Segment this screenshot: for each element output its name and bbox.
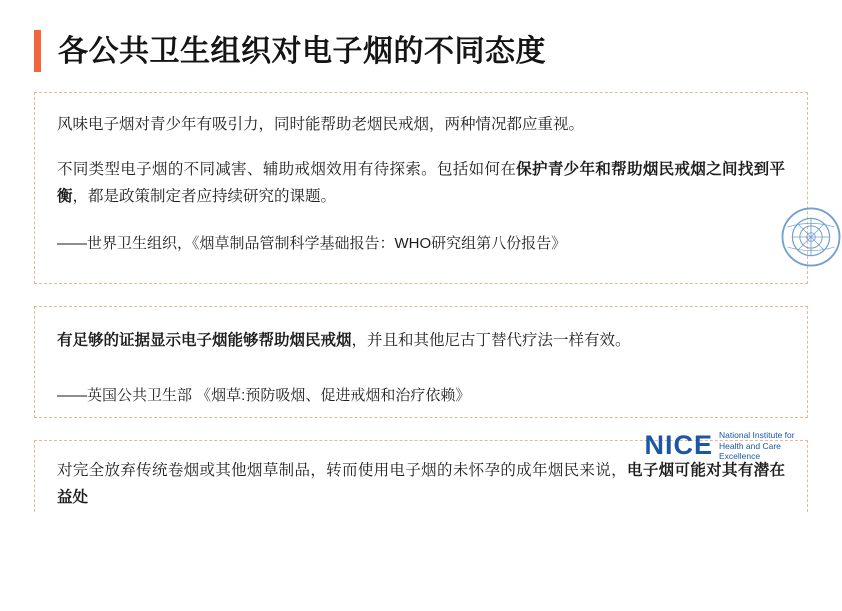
who-paragraph-1: 风味电子烟对青少年有吸引力，同时能帮助老烟民戒烟，两种情况都应重视。 <box>57 116 585 133</box>
phe-paragraph-bold: 有足够的证据显示电子烟能够帮助烟民戒烟 <box>57 332 352 349</box>
title-accent-bar <box>34 30 41 72</box>
who-attribution: ——世界卫生组织，《烟草制品管制科学基础报告：WHO研究组第八份报告》 <box>57 235 567 253</box>
phe-paragraph <box>57 327 785 354</box>
third-paragraph-bold: 电子烟可能对其有潜在益处 <box>57 462 785 507</box>
nice-logo-subtitle-line2: Health and Care Excellence <box>719 440 781 462</box>
quote-card-phe <box>34 306 808 418</box>
nice-logo-wordmark: NICE <box>644 430 713 461</box>
who-paragraph-2 <box>57 156 785 210</box>
phe-paragraph-rest: ，并且和其他尼古丁替代疗法一样有效。 <box>351 332 631 349</box>
phe-attribution: ——英国公共卫生部 《烟草:预防吸烟、促进戒烟和治疗依赖》 <box>57 387 471 405</box>
nice-logo <box>644 430 824 462</box>
page-title: 各公共卫生组织对电子烟的不同态度 <box>58 34 546 68</box>
nice-logo-subtitle <box>719 430 824 462</box>
quote-card-who <box>34 92 808 284</box>
who-p2-part2: ，都是政策制定者应持续研究的课题。 <box>72 188 337 206</box>
third-paragraph-part1: 对完全放弃传统卷烟或其他烟草制品，转而使用电子烟的未怀孕的成年烟民来说， <box>57 462 627 479</box>
third-paragraph <box>57 457 785 511</box>
un-emblem-icon <box>780 206 842 268</box>
page-title-row <box>34 0 808 90</box>
who-p2-part1: 不同类型电子烟的不同减害、辅助戒烟效用有待探索。包括如何在 <box>57 161 517 179</box>
who-p2-bold: 保护青少年和帮助烟民戒烟之间找到平衡 <box>57 161 785 206</box>
nice-logo-subtitle-line1: National Institute for <box>719 430 795 440</box>
